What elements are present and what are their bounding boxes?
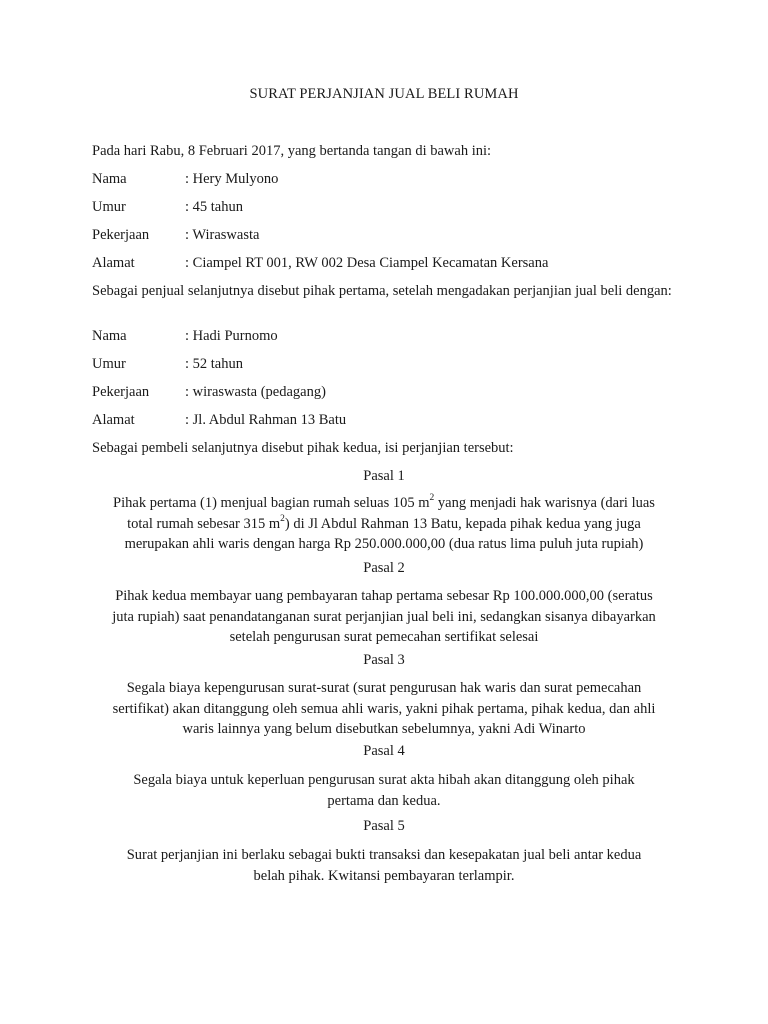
document-title: SURAT PERJANJIAN JUAL BELI RUMAH (249, 86, 519, 102)
field-value: : Jl. Abdul Rahman 13 Batu (185, 412, 347, 428)
article-line: belah pihak. Kwitansi pembayaran terlampir. (253, 867, 515, 884)
party-two-occupation-row (92, 384, 674, 401)
field-label: Nama (92, 328, 127, 344)
party-one-age-row (92, 199, 674, 216)
article-line: pertama dan kedua. (327, 792, 441, 809)
party-two-address-row (92, 412, 674, 429)
article-line: Segala biaya kepengurusan surat-surat (surat pengurusan hak waris dan surat pemecahan (126, 680, 642, 696)
field-label: Pekerjaan (92, 227, 150, 243)
article-1-body (88, 493, 680, 555)
party-one-address-row (92, 255, 674, 272)
field-label: Pekerjaan (92, 384, 150, 400)
article-5-heading: Pasal 5 (363, 818, 405, 834)
party-one-occupation-row (92, 227, 674, 244)
field-label: Umur (92, 356, 126, 372)
field-label: Alamat (92, 255, 135, 271)
article-4-heading: Pasal 4 (363, 743, 405, 759)
article-line: merupakan ahli waris dengan harga Rp 250.000.000,00 (dua ratus lima puluh juta rupiah) (124, 536, 644, 552)
article-1-heading: Pasal 1 (363, 468, 405, 484)
article-4-body (88, 770, 680, 811)
article-line: sertifikat) akan ditanggung oleh semua ahli waris, yakni pihak pertama, pihak kedua, dan ahli (112, 700, 656, 717)
article-2-body (88, 586, 680, 648)
article-2-heading: Pasal 2 (363, 560, 405, 576)
field-value: : Hery Mulyono (185, 171, 279, 187)
field-value: : Ciampel RT 001, RW 002 Desa Ciampel Kecamatan Kersana (185, 255, 549, 271)
party-two-age-row (92, 356, 674, 373)
party-two-name-row (92, 328, 674, 345)
field-value: : Hadi Purnomo (185, 328, 278, 344)
party-one-name-row (92, 171, 674, 188)
article-line: Pihak kedua membayar uang pembayaran tahap pertama sebesar Rp 100.000.000,00 (seratus (115, 588, 653, 604)
article-3-heading: Pasal 3 (363, 652, 405, 668)
party-one-role-statement: Sebagai penjual selanjutnya disebut pihak pertama, setelah mengadakan perjanjian jual beli dengan: (92, 283, 672, 299)
field-value: : Wiraswasta (185, 227, 260, 243)
article-line: juta rupiah) saat penandatanganan surat perjanjian jual beli ini, sedangkan sisanya dibayarkan (112, 608, 656, 625)
article-line: total rumah sebesar 315 $m^2$) di Jl Abdul Rahman 13 Batu, kepada pihak kedua yang juga (127, 513, 641, 532)
field-value: : 52 tahun (185, 356, 243, 372)
article-line: Segala biaya untuk keperluan pengurusan surat akta hibah akan ditanggung oleh pihak (133, 772, 635, 788)
field-value: : 45 tahun (185, 199, 243, 215)
article-line: setelah pengurusan surat pemecahan sertifikat selesai (229, 629, 539, 645)
party-two-role-statement: Sebagai pembeli selanjutnya disebut pihak kedua, isi perjanjian tersebut: (92, 440, 514, 456)
article-3-body (88, 678, 680, 740)
article-line: Pihak pertama (1) menjual bagian rumah seluas 105 $m^2$ yang menjadi hak warisnya (dari luas (113, 493, 655, 511)
article-line: waris lainnya yang belum disebutkan sebelumnya, yakni Adi Winarto (182, 721, 586, 737)
field-label: Umur (92, 199, 126, 215)
article-5-body (88, 845, 680, 886)
article-line: Surat perjanjian ini berlaku sebagai bukti transaksi dan kesepakatan jual beli antar kedua (126, 847, 642, 863)
field-label: Nama (92, 171, 127, 187)
field-value: : wiraswasta (pedagang) (185, 384, 326, 400)
field-label: Alamat (92, 412, 135, 428)
opening-statement: Pada hari Rabu, 8 Februari 2017, yang bertanda tangan di bawah ini: (92, 143, 492, 159)
